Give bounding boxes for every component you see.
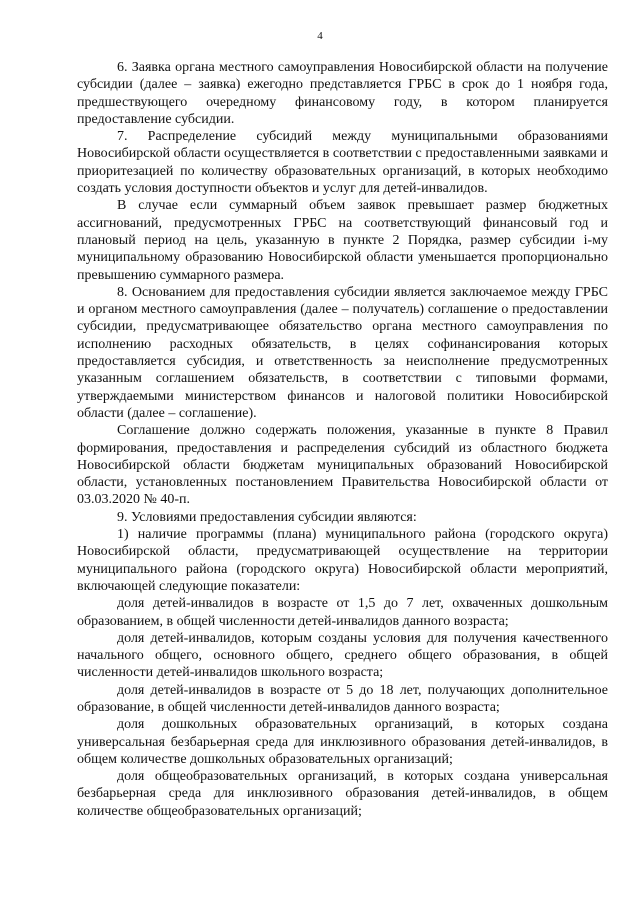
paragraph-8-agreement: 8. Основанием для предоставления субсидии является заключаемое между ГРБС и органом местного самоуправления (далее – получатель) соглашение о предоставлении субсидии, предусматривающее обязательство органа местного самоуправления по исполнению расходных обязательств, в целях софинансирования которых предоставляется субсидия, и ответственность за неисполнение предусмотренных указанным соглашением обязательств, в соответствии с типовыми формами, утверждаемыми министерством финансов и налоговой политики Новосибирской области (далее – соглашение). — [77, 284, 608, 421]
list-item-school-conditions-share: доля детей-инвалидов, которым созданы условия для получения качественного начального общего, основного общего, среднего общего образования, в общей численности детей-инвалидов школьного возраста; — [77, 630, 608, 681]
paragraph-condition-1-program: 1) наличие программы (плана) муниципального района (городского округа) Новосибирской области, предусматривающей осуществление на территории муниципального района (городского округа) Новосибирской области мероприятий, включающей следующие показатели: — [77, 527, 608, 594]
list-item-preschool-share: доля детей-инвалидов в возрасте от 1,5 до 7 лет, охваченных дошкольным образованием, в общей численности детей-инвалидов данного возраста; — [77, 596, 608, 629]
paragraph-6-application: 6. Заявка органа местного самоуправления Новосибирской области на получение субсидии (далее – заявка) ежегодно представляется ГРБС в срок до 1 ноября года, предшествующего очередному финансовому году, в котором планируется предоставление субсидии. — [77, 60, 608, 127]
list-item-additional-education-share: доля детей-инвалидов в возрасте от 5 до 18 лет, получающих дополнительное образование, в общей численности детей-инвалидов данного возраста; — [77, 682, 608, 715]
list-item-general-school-barrier-free-share: доля общеобразовательных организаций, в которых создана универсальная безбарьерная среда для инклюзивного образования детей-инвалидов, в общем количестве общеобразовательных организаций; — [77, 769, 608, 819]
document-body — [77, 59, 608, 820]
paragraph-budget-excess: В случае если суммарный объем заявок превышает размер бюджетных ассигнований, предусмотренных ГРБС на соответствующий финансовый год и плановый период на цель, указанную в пункте 2 Порядка, размер субсидии i-му муниципальному образованию Новосибирской области уменьшается пропорционально превышению суммарного размера. — [77, 198, 608, 283]
paragraph-9-conditions: 9. Условиями предоставления субсидии являются: — [117, 509, 417, 525]
paragraph-7-distribution: 7. Распределение субсидий между муниципальными образованиями Новосибирской области осуществляется в соответствии с предоставленными заявками и приоритезацией по количеству образовательных организаций, в которых необходимо создать условия доступности объектов и услуг для детей-инвалидов. — [77, 129, 608, 197]
list-item-preschool-barrier-free-share: доля дошкольных образовательных организаций, в которых создана универсальная безбарьерная среда для инклюзивного образования детей-инвалидов, в общем количестве дошкольных образовательных организаций; — [77, 717, 608, 767]
page-number: 4 — [317, 30, 323, 42]
paragraph-agreement-contents: Соглашение должно содержать положения, указанные в пункте 8 Правил формирования, предоставления и распределения субсидий из областного бюджета Новосибирской области бюджетам муниципальных образований Новосибирской области, установленных постановлением Правительства Новосибирской области от 03.03.2020 № 40-п. — [77, 423, 608, 508]
